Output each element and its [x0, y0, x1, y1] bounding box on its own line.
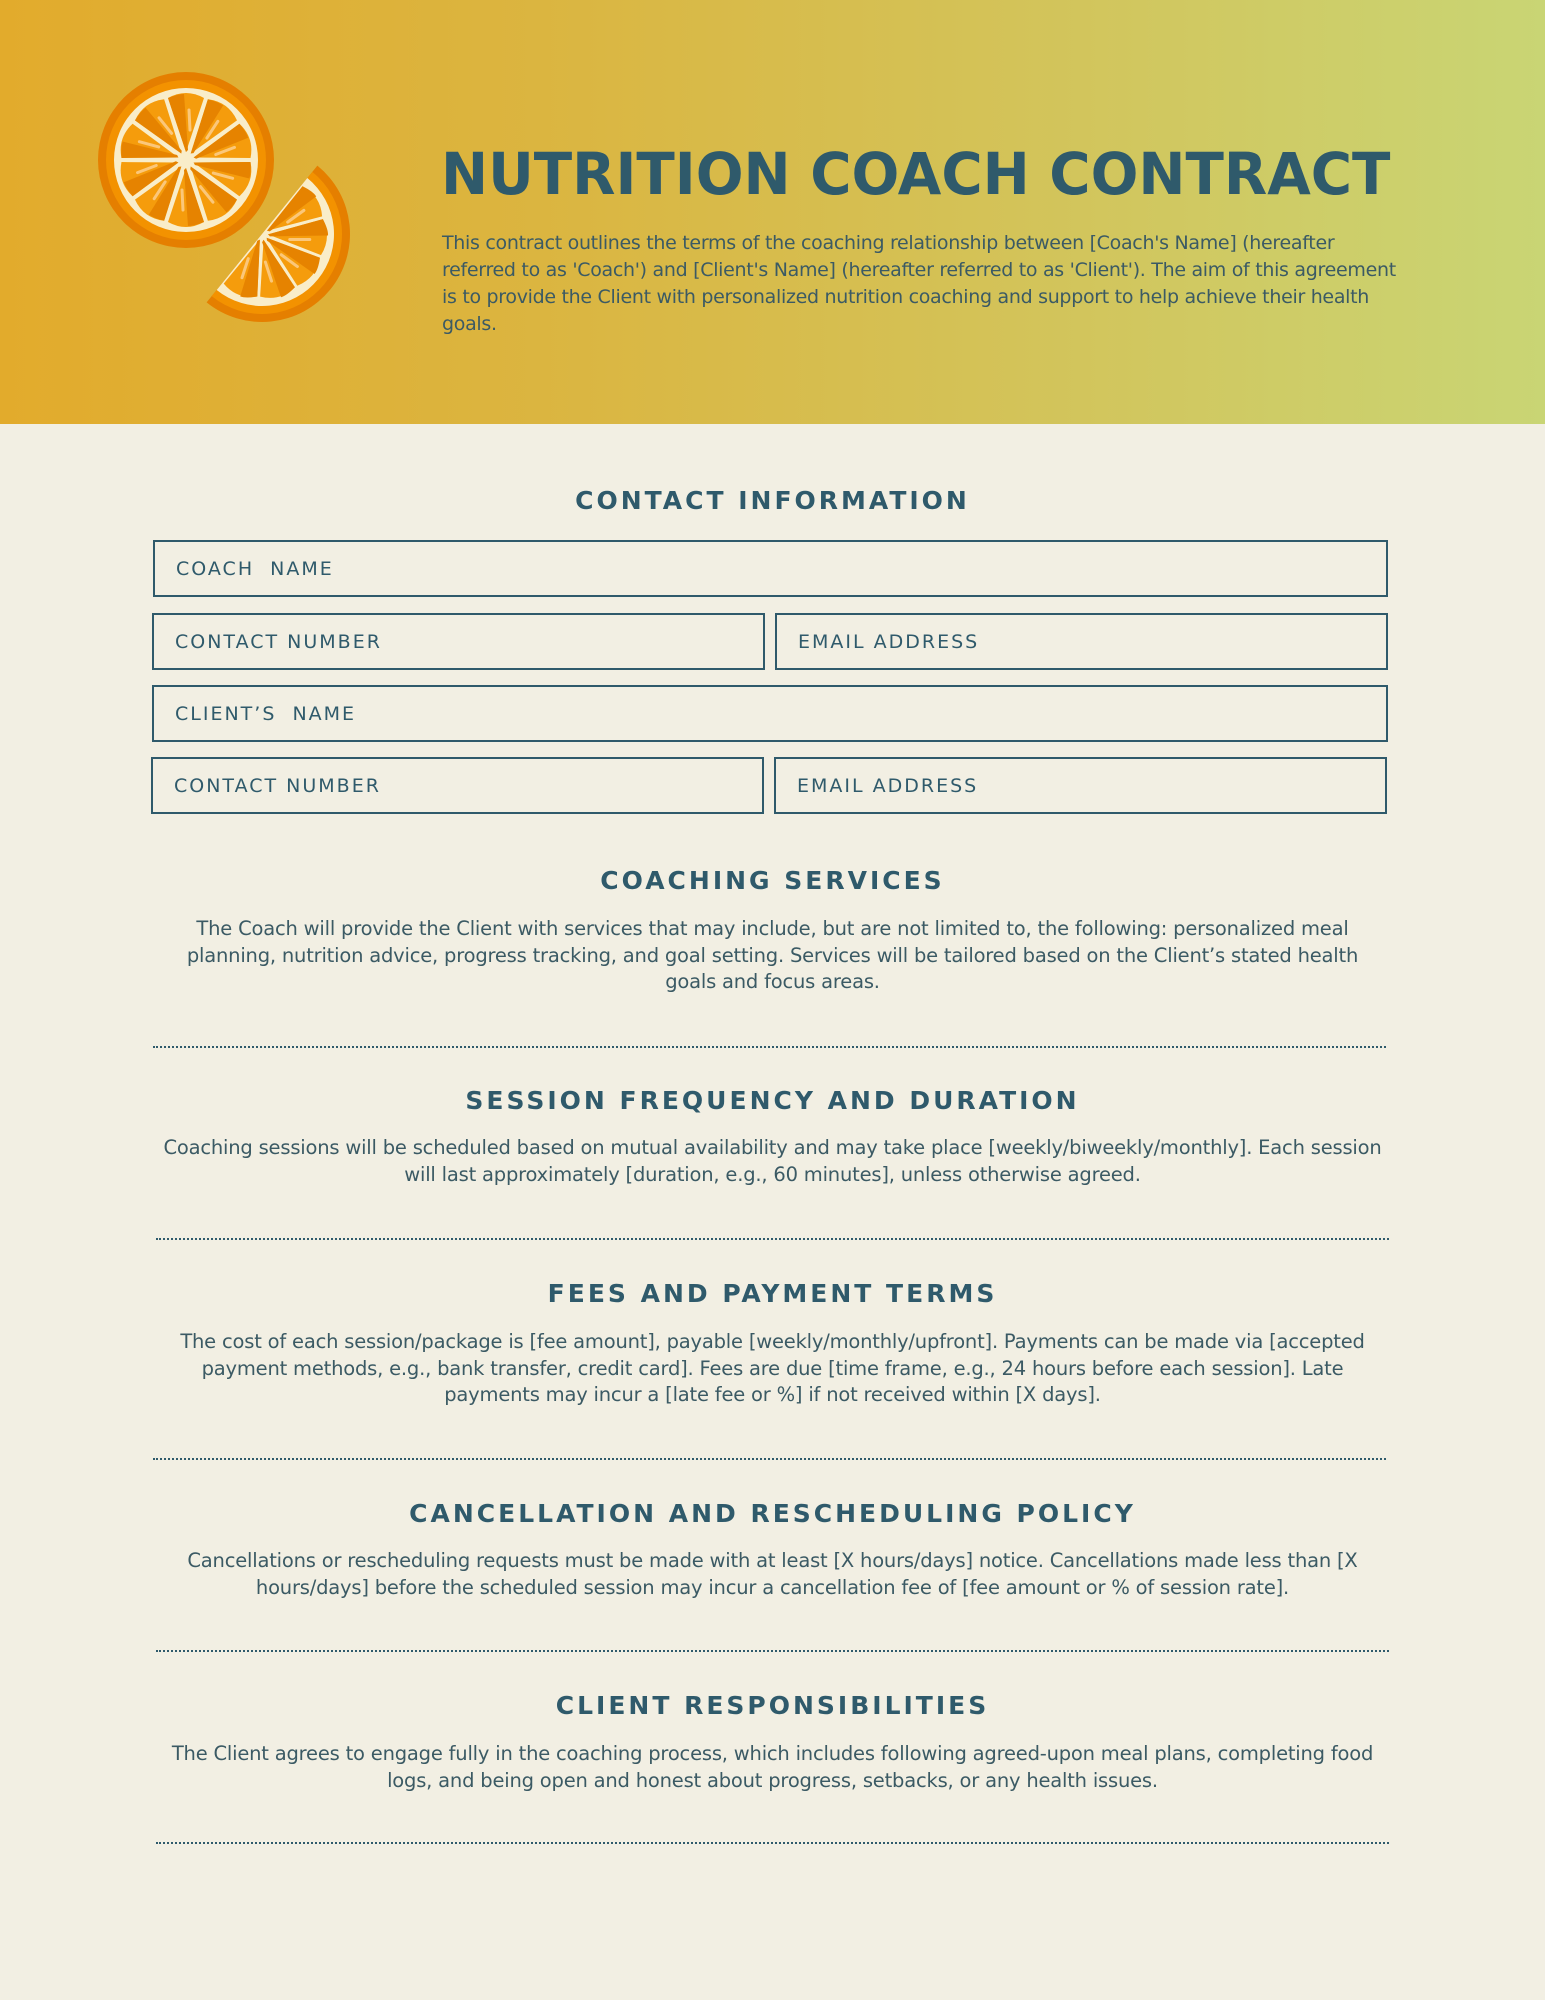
client-responsibilities-text: The Client agrees to engage fully in the coaching process, which includes following agreed-upon meal plans, completing food logs, and being open and honest about progress, setbacks, or any health issues. [171, 1742, 1374, 1792]
fees-payment-text: The cost of each session/package is [fee amount], payable [weekly/monthly/upfront]. Payments can be made via [accepted payment methods, e.g., bank transfer, credit card]. Fees are due [time frame, e.g., 24 hours before each session]. Late payments may incur a [late fee or %] if not received within [X days]. [180, 1330, 1365, 1406]
coach-contact-number-field[interactable] [152, 613, 765, 670]
coach-name-field[interactable] [153, 540, 1388, 597]
contact-information-heading: CONTACT INFORMATION [575, 486, 970, 515]
intro-paragraph: This contract outlines the terms of the coaching relationship between [Coach's Name] (hereafter referred to as 'Coach') and [Client's Name] (hereafter referred to as 'Client'). The aim of this agreement is to provide the Client with personalized nutrition coaching and support to help achieve their health goals. [442, 232, 1396, 335]
cancellation-policy-text: Cancellations or rescheduling requests must be made with at least [X hours/days] notice. Cancellations made less than [X hours/days] before the scheduled session may incur a cancellation fee of [fee amount or % of session rate]. [187, 1549, 1358, 1599]
client-contact-number-field[interactable] [151, 757, 764, 814]
section-divider [153, 1046, 1386, 1048]
coaching-services-text: The Coach will provide the Client with services that may include, but are not limited to, the following: personalized meal planning, nutrition advice, progress tracking, and goal setting. Services will be tailored based on the Client’s stated health goals and focus areas. [186, 917, 1359, 993]
header-banner [0, 0, 1545, 424]
section-divider [153, 1458, 1386, 1460]
cancellation-policy-heading: CANCELLATION AND RESCHEDULING POLICY [409, 1499, 1136, 1528]
page-title: NUTRITION COACH CONTRACT [441, 140, 1391, 208]
session-frequency-text: Coaching sessions will be scheduled based on mutual availability and may take place [weekly/biweekly/monthly]. Each session will last approximately [duration, e.g., 60 minutes], unless otherwise agreed. [163, 1136, 1382, 1186]
client-contact-number-label: CONTACT NUMBER [174, 774, 381, 797]
coach-email-label: EMAIL ADDRESS [798, 630, 980, 653]
client-email-field[interactable] [774, 757, 1387, 814]
section-divider [156, 1842, 1389, 1844]
section-divider [156, 1238, 1389, 1240]
client-responsibilities-heading: CLIENT RESPONSIBILITIES [555, 1691, 990, 1720]
fees-payment-heading: FEES AND PAYMENT TERMS [547, 1279, 998, 1308]
orange-slices-icon [90, 62, 370, 342]
coach-email-field[interactable] [775, 613, 1388, 670]
session-frequency-heading: SESSION FREQUENCY AND DURATION [465, 1086, 1080, 1115]
client-name-field[interactable] [152, 685, 1388, 742]
client-name-label: CLIENT’S NAME [175, 702, 357, 725]
coach-name-label: COACH NAME [176, 557, 334, 580]
coach-contact-number-label: CONTACT NUMBER [175, 630, 382, 653]
section-divider [156, 1650, 1389, 1652]
coaching-services-heading: COACHING SERVICES [600, 866, 945, 895]
client-email-label: EMAIL ADDRESS [797, 774, 979, 797]
